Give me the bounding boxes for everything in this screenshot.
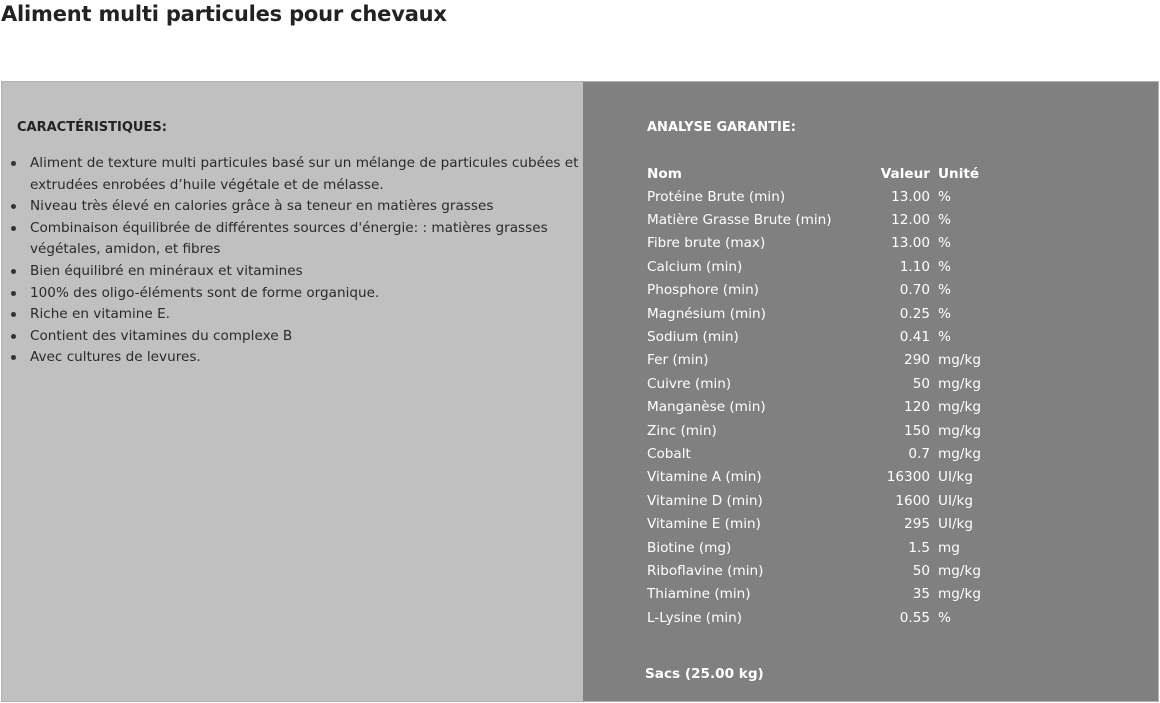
nutrient-value: 1600: [895, 492, 930, 509]
nutrient-value: 295: [904, 516, 930, 533]
nutrient-name: Vitamine D (min): [647, 492, 763, 509]
analysis-section: [583, 82, 1158, 701]
characteristic-item: [30, 196, 580, 218]
page-title: Aliment multi particules pour chevaux: [1, 2, 447, 26]
packaging-label: Sacs (25.00 kg): [645, 666, 764, 682]
characteristic-item: [30, 304, 580, 326]
nutrient-name: Sodium (min): [647, 329, 739, 346]
nutrient-name: Calcium (min): [647, 258, 743, 275]
nutrient-value: 290: [904, 352, 930, 369]
characteristic-text: Aliment de texture multi particules basé sur un mélange de particules cubées et extrudées enrobées d’huile végétale et de mélasse.: [30, 155, 579, 193]
characteristics-section: [2, 82, 583, 701]
column-header-unit: Unité: [938, 165, 980, 182]
nutrient-name: Manganèse (min): [647, 399, 766, 416]
analysis-row: [647, 302, 998, 325]
analysis-row: [647, 536, 998, 559]
analysis-header-row: [647, 162, 998, 185]
nutrient-name: Riboflavine (min): [647, 562, 764, 579]
bullet-icon: [11, 204, 16, 209]
nutrient-unit: mg/kg: [938, 445, 981, 462]
nutrient-unit: mg/kg: [938, 562, 981, 579]
nutrient-value: 1.10: [899, 258, 930, 275]
analysis-row: [647, 255, 998, 278]
characteristic-text: Bien équilibré en minéraux et vitamines: [30, 262, 303, 279]
nutrient-unit: mg/kg: [938, 422, 981, 439]
nutrient-unit: UI/kg: [938, 516, 974, 533]
analysis-row: [647, 279, 998, 302]
analysis-row: [647, 583, 998, 606]
nutrient-value: 13.00: [891, 235, 930, 252]
analysis-table: [647, 162, 998, 629]
nutrient-unit: %: [938, 188, 951, 205]
nutrient-unit: UI/kg: [938, 492, 974, 509]
characteristic-item: [30, 347, 580, 369]
analysis-row: [647, 489, 998, 512]
nutrient-name: Zinc (min): [647, 422, 717, 439]
analysis-row: [647, 349, 998, 372]
nutrient-unit: %: [938, 235, 951, 252]
column-header-value: Valeur: [880, 165, 930, 182]
nutrient-unit: %: [938, 305, 951, 322]
analysis-row: [647, 559, 998, 582]
nutrient-unit: mg/kg: [938, 352, 981, 369]
nutrient-unit: mg/kg: [938, 586, 981, 603]
nutrient-unit: UI/kg: [938, 469, 974, 486]
analysis-row: [647, 325, 998, 348]
nutrient-unit: %: [938, 282, 951, 299]
nutrient-name: Fibre brute (max): [647, 235, 766, 252]
nutrient-name: Protéine Brute (min): [647, 188, 786, 205]
characteristics-list: [30, 153, 580, 369]
characteristic-text: 100% des oligo-éléments sont de forme organique.: [30, 284, 380, 301]
analysis-row: [647, 419, 998, 442]
analysis-row: [647, 185, 998, 208]
characteristics-heading: CARACTÉRISTIQUES:: [17, 120, 167, 135]
nutrient-value: 50: [912, 375, 930, 392]
nutrient-unit: mg/kg: [938, 399, 981, 416]
nutrient-value: 16300: [886, 469, 930, 486]
nutrient-unit: %: [938, 329, 951, 346]
bullet-icon: [11, 269, 16, 274]
characteristic-text: Avec cultures de levures.: [30, 349, 201, 366]
characteristic-item: [30, 218, 580, 261]
characteristic-text: Combinaison équilibrée de différentes sources d'énergie: : matières grasses végétales, amidon, et fibres: [30, 219, 548, 258]
analysis-row: [647, 442, 998, 465]
analysis-row: [647, 512, 998, 535]
analysis-table-body: [647, 185, 998, 629]
product-info-panel: [1, 81, 1159, 702]
bullet-icon: [11, 226, 16, 231]
nutrient-name: L-Lysine (min): [647, 609, 743, 626]
nutrient-value: 50: [912, 562, 930, 579]
bullet-icon: [11, 334, 16, 339]
characteristic-item: [30, 283, 580, 305]
nutrient-name: Magnésium (min): [647, 305, 766, 322]
nutrient-value: 150: [904, 422, 930, 439]
bullet-icon: [11, 161, 16, 166]
nutrient-value: 0.41: [899, 329, 930, 346]
analysis-row: [647, 208, 998, 231]
characteristic-text: Niveau très élevé en calories grâce à sa teneur en matières grasses: [30, 198, 494, 215]
analysis-row: [647, 372, 998, 395]
nutrient-unit: %: [938, 258, 951, 275]
nutrient-value: 0.25: [899, 305, 930, 322]
nutrient-name: Cuivre (min): [647, 375, 732, 392]
nutrient-name: Cobalt: [647, 445, 691, 462]
bullet-icon: [11, 355, 16, 360]
nutrient-name: Fer (min): [647, 352, 709, 369]
nutrient-name: Vitamine E (min): [647, 516, 761, 533]
characteristic-text: Contient des vitamines du complexe B: [30, 327, 293, 344]
analysis-row: [647, 466, 998, 489]
nutrient-name: Phosphore (min): [647, 282, 759, 299]
nutrient-value: 0.7: [908, 445, 930, 462]
nutrient-value: 120: [904, 399, 930, 416]
bullet-icon: [11, 291, 16, 296]
nutrient-value: 0.55: [899, 609, 930, 626]
nutrient-unit: mg: [938, 539, 960, 556]
nutrient-value: 0.70: [899, 282, 930, 299]
nutrient-value: 12.00: [891, 212, 930, 229]
characteristic-text: Riche en vitamine E.: [30, 306, 171, 323]
nutrient-name: Biotine (mg): [647, 539, 732, 556]
column-header-name: Nom: [647, 165, 682, 182]
characteristic-item: [30, 326, 580, 348]
bullet-icon: [11, 312, 16, 317]
nutrient-value: 13.00: [891, 188, 930, 205]
nutrient-name: Vitamine A (min): [647, 469, 762, 486]
analysis-heading: ANALYSE GARANTIE:: [647, 120, 796, 135]
analysis-row: [647, 606, 998, 629]
nutrient-name: Thiamine (min): [647, 586, 751, 603]
nutrient-value: 35: [912, 586, 930, 603]
characteristic-item: [30, 261, 580, 283]
nutrient-value: 1.5: [908, 539, 930, 556]
analysis-row: [647, 232, 998, 255]
nutrient-name: Matière Grasse Brute (min): [647, 212, 832, 229]
nutrient-unit: mg/kg: [938, 375, 981, 392]
nutrient-unit: %: [938, 212, 951, 229]
analysis-row: [647, 396, 998, 419]
characteristic-item: [30, 153, 580, 196]
nutrient-unit: %: [938, 609, 951, 626]
